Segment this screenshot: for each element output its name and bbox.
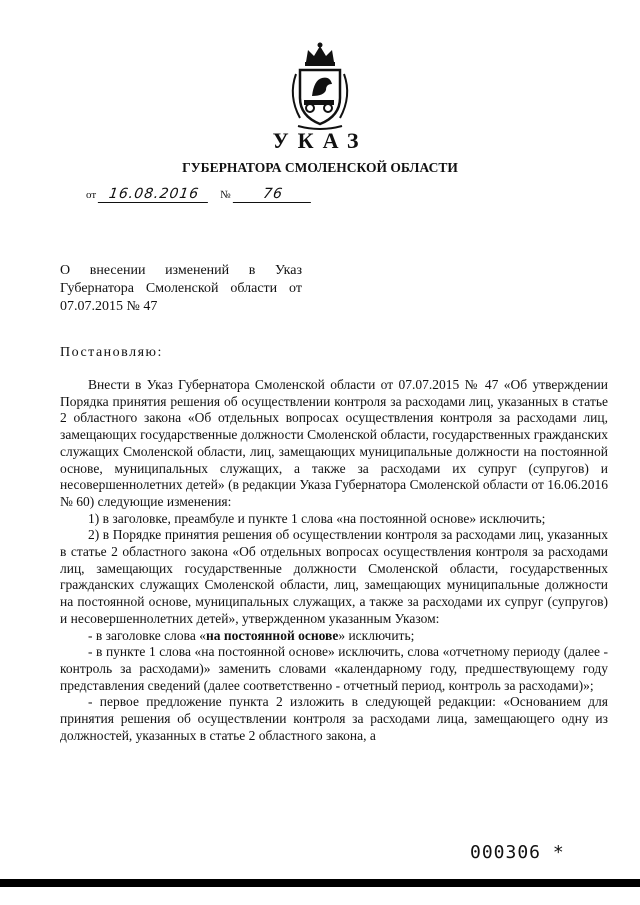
subject-line-2: Губернатора Смоленской области от <box>60 281 302 296</box>
item-2-paragraph: 2) в Порядке принятия решения об осуществлении контроля за расходами лиц, указанных в статье 2 областного закона «Об отдельных вопросах осуществления контроля за расходами лиц, замещающих государственные должности Смоленской области, государственных гражданских служащих Смоленской области, лиц, замещающих муниципальные должности на постоянной основе, муниципальных служащих, а также за расходами их супруг (супругов) и несовершеннолетних детей», утвержденном указанным Указом: <box>60 527 608 626</box>
subitem-1-paragraph <box>60 628 608 645</box>
handwritten-number: 76 <box>232 186 312 203</box>
document-body <box>60 377 608 744</box>
subitem-1-text-before: - в заголовке слова « <box>88 627 206 643</box>
subject-line-1: О внесении изменений в Указ <box>60 263 302 278</box>
subject-line-3: 07.07.2015 № 47 <box>60 299 158 314</box>
intro-paragraph: Внести в Указ Губернатора Смоленской области от 07.07.2015 № 47 «Об утверждении Порядка принятия решения об осуществлении контроля за расходами лиц, указанных в статье 2 областного закона «Об отдельных вопросах осуществления контроля за расходами лиц, замещающих государственные должности Смоленской области, государственных гражданских служащих Смоленской области, лиц, замещающих муниципальные должности на постоянной основе, муниципальных служащих, а также за расходами их супруг (супругов) и несовершеннолетних детей» (в редакции Указа Губернатора Смоленской области от 16.06.2016 № 60) следующие изменения: <box>60 377 608 509</box>
subitem-2-paragraph: - в пункте 1 слова «на постоянной основе» исключить, слова «отчетному периоду (далее - контроль за расходами)» заменить словами «календарному году, предшествующему году представления сведений (далее соответственно - отчетный период, контроль за расходами)»; <box>60 644 608 693</box>
subject-heading <box>60 262 302 316</box>
date-number-line <box>86 186 312 203</box>
subitem-1-text-after: » исключить; <box>338 627 415 643</box>
coat-of-arms-emblem <box>286 40 354 130</box>
decree-word: Постановляю: <box>60 345 163 360</box>
date-label: от <box>86 189 97 201</box>
subitem-3-paragraph: - первое предложение пункта 2 изложить в следующей редакции: «Основанием для принятия решения об осуществлении контроля за расходами лица, замещающего одну из должностей, указанных в статье 2 областного закона, а <box>60 694 608 743</box>
document-subtitle: ГУБЕРНАТОРА СМОЛЕНСКОЙ ОБЛАСТИ <box>182 160 458 175</box>
subitem-1-bold-text: на постоянной основе <box>205 627 339 643</box>
handwritten-date: 16.08.2016 <box>98 186 210 203</box>
number-label: № <box>220 189 231 201</box>
document-title: УКАЗ <box>272 128 368 153</box>
item-1-paragraph: 1) в заголовке, преамбуле и пункте 1 слова «на постоянной основе» исключить; <box>88 510 546 526</box>
document-serial-number: 000306 * <box>470 842 565 863</box>
bottom-border-bar <box>0 879 640 887</box>
